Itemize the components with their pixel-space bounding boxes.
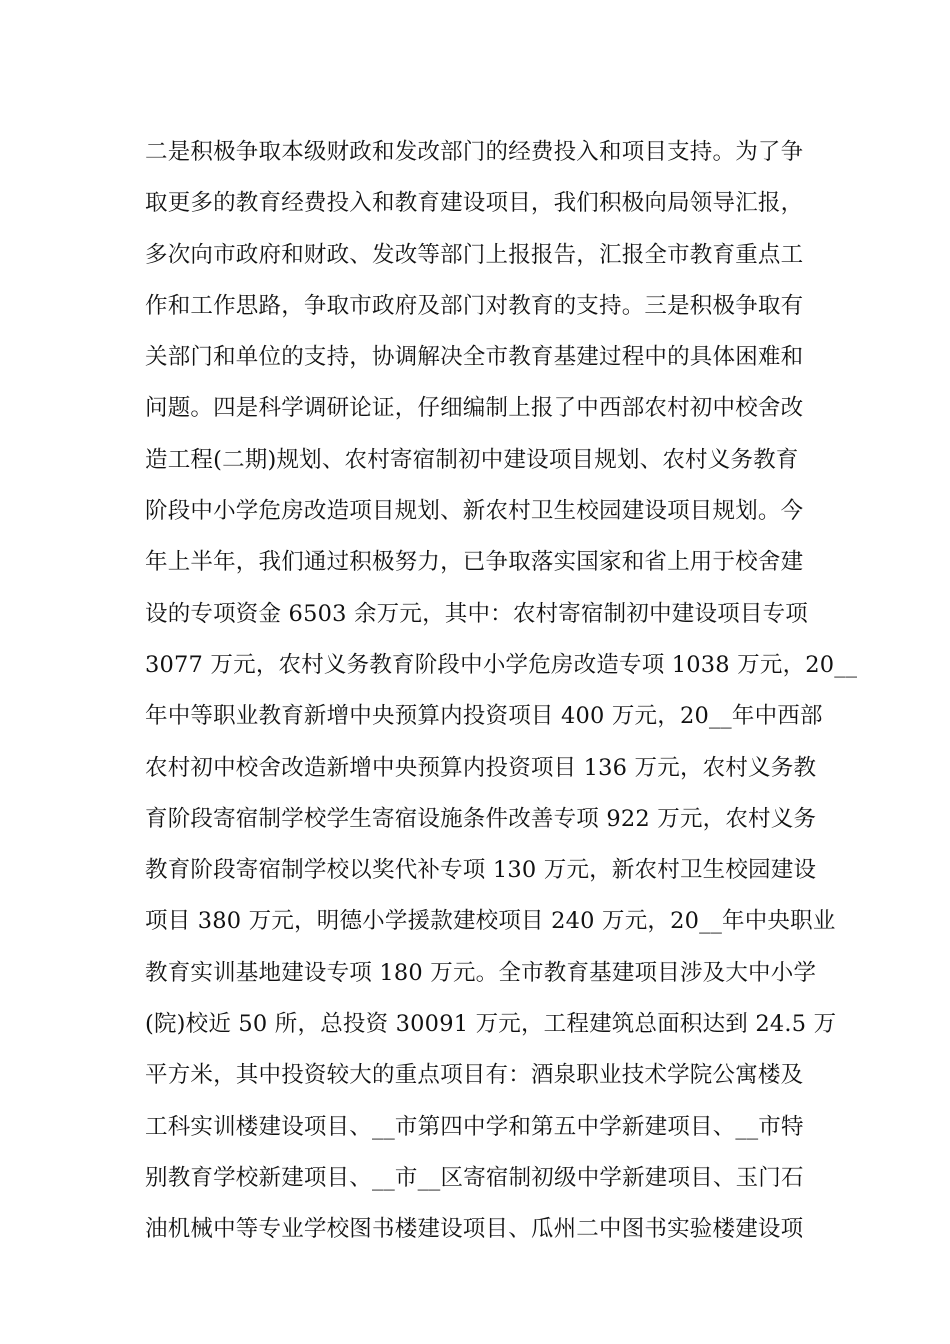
text-line: 关部门和单位的支持，协调解决全市教育基建过程中的具体困难和 bbox=[145, 344, 804, 371]
text-line: 阶段中小学危房改造项目规划、新农村卫生校园建设项目规划。今 bbox=[145, 498, 804, 525]
text-line: 工科实训楼建设项目、__市第四中学和第五中学新建项目、__市特 bbox=[145, 1113, 804, 1140]
text-line: 年上半年，我们通过积极努力，已争取落实国家和省上用于校舍建 bbox=[145, 549, 804, 576]
text-line: 农村初中校舍改造新增中央预算内投资项目 136 万元，农村义务教 bbox=[145, 754, 817, 781]
text-line: 取更多的教育经费投入和教育建设项目，我们积极向局领导汇报， bbox=[145, 190, 804, 217]
text-line: 教育实训基地建设专项 180 万元。全市教育基建项目涉及大中小学 bbox=[145, 959, 817, 986]
text-line: 设的专项资金 6503 余万元，其中：农村寄宿制初中建设项目专项 bbox=[145, 600, 808, 627]
body-paragraph bbox=[145, 132, 858, 1261]
text-line: 油机械中等专业学校图书楼建设项目、瓜州二中图书实验楼建设项 bbox=[145, 1216, 804, 1243]
text-line: 平方米，其中投资较大的重点项目有：酒泉职业技术学院公寓楼及 bbox=[145, 1062, 804, 1089]
text-line: 3077 万元，农村义务教育阶段中小学危房改造专项 1038 万元，20__ bbox=[145, 651, 858, 678]
text-line: (院)校近 50 所，总投资 30091 万元，工程建筑总面积达到 24.5 万 bbox=[145, 1011, 837, 1038]
text-line: 教育阶段寄宿制学校以奖代补专项 130 万元，新农村卫生校园建设 bbox=[145, 857, 817, 884]
text-line: 项目 380 万元，明德小学援款建校项目 240 万元，20__年中央职业 bbox=[145, 908, 836, 935]
text-line: 二是积极争取本级财政和发改部门的经费投入和项目支持。为了争 bbox=[145, 139, 804, 165]
text-line: 年中等职业教育新增中央预算内投资项目 400 万元，20__年中西部 bbox=[145, 703, 823, 730]
text-line: 作和工作思路，争取市政府及部门对教育的支持。三是积极争取有 bbox=[145, 292, 804, 319]
text-line: 育阶段寄宿制学校学生寄宿设施条件改善专项 922 万元，农村义务 bbox=[145, 805, 817, 832]
text-line: 造工程(二期)规划、农村寄宿制初中建设项目规划、农村义务教育 bbox=[145, 446, 799, 473]
text-line: 别教育学校新建项目、__市__区寄宿制初级中学新建项目、玉门石 bbox=[145, 1164, 804, 1191]
text-line: 多次向市政府和财政、发改等部门上报报告，汇报全市教育重点工 bbox=[145, 241, 804, 268]
text-line: 问题。四是科学调研论证，仔细编制上报了中西部农村初中校舍改 bbox=[145, 395, 804, 422]
